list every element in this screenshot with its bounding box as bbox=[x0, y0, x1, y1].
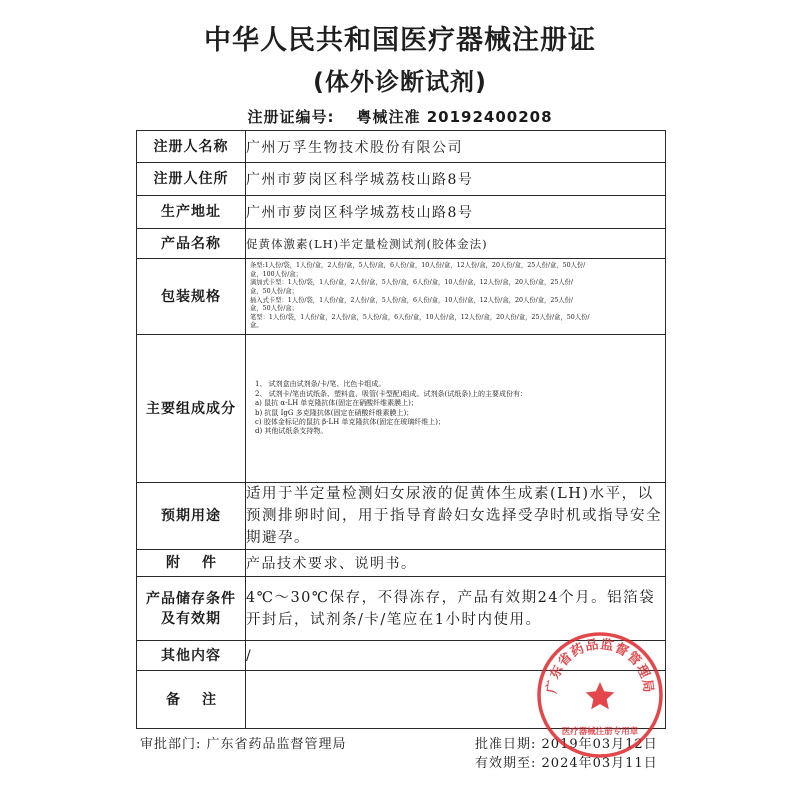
packaging-line: 盒，100人份/盒； bbox=[250, 270, 302, 278]
packaging-line: 盒，50人份/盒； bbox=[250, 287, 298, 295]
expiry-date-value: 2024年03月11日 bbox=[541, 756, 658, 771]
production-address-value: 广州市萝岗区科学城荔枝山路8号 bbox=[246, 196, 666, 229]
composition-line: 2、 试剂卡/笔由试纸条、塑料盒、吸管(卡型配)组成。试剂条(试纸条)上的主要成份有： bbox=[255, 389, 527, 398]
row-production-address bbox=[137, 196, 666, 229]
packaging-value bbox=[246, 259, 666, 335]
row-attachments bbox=[137, 550, 666, 577]
approval-authority bbox=[140, 733, 347, 752]
registrant-address-label: 注册人住所 bbox=[137, 163, 246, 196]
packaging-line: 滴加式卡型：1人份/袋，1人份/盒，2人份/盒，5人份/盒，6人份/盒，10人份/盒，12人份/盒，20人份/盒，25人份/ bbox=[250, 279, 574, 287]
storage-label-line2: 及有效期 bbox=[161, 610, 221, 627]
registrant-name-value: 广州万孚生物技术股份有限公司 bbox=[246, 131, 666, 163]
certificate-subtitle: (体外诊断试剂) bbox=[313, 68, 487, 96]
intended-use-label: 预期用途 bbox=[137, 483, 246, 550]
production-address-label: 生产地址 bbox=[137, 196, 246, 229]
other-value: / bbox=[246, 641, 666, 671]
row-registrant-address bbox=[137, 163, 666, 196]
row-intended-use bbox=[137, 483, 666, 550]
row-other bbox=[137, 641, 666, 671]
registrant-address-value: 广州市萝岗区科学城荔枝山路8号 bbox=[246, 163, 666, 196]
attachments-label bbox=[137, 550, 246, 577]
expiry-date-label: 有效期至: bbox=[475, 756, 537, 771]
attachments-value: 产品技术要求、说明书。 bbox=[246, 550, 666, 577]
attachments-label-text: 附件 bbox=[166, 555, 238, 571]
seal-sub-text: 医疗器械注册专用章 bbox=[561, 727, 639, 737]
packaging-line: 盒。 bbox=[250, 322, 263, 330]
storage-value: 4℃～30℃保存，不得冻存，产品有效期24个月。铝箔袋开封后，试剂条/卡/笔应在1小时内使用。 bbox=[246, 577, 666, 641]
composition-line: c) 胶体金标记的鼠抗 β-LH 单克隆抗体(固定在玻璃纤维上)； bbox=[255, 417, 445, 426]
row-registrant-name bbox=[137, 131, 666, 163]
registrant-name-label: 注册人名称 bbox=[137, 131, 246, 163]
remarks-value bbox=[246, 671, 666, 729]
composition-label: 主要组成成分 bbox=[137, 335, 246, 483]
registration-number-line bbox=[0, 106, 800, 127]
row-storage bbox=[137, 577, 666, 641]
expiry-date bbox=[475, 752, 658, 771]
seal-text: 广东省药品监督管理局 bbox=[544, 637, 656, 695]
packaging-label: 包装规格 bbox=[137, 259, 246, 335]
authority-label: 审批部门: bbox=[140, 737, 202, 752]
storage-label bbox=[137, 577, 246, 641]
packaging-line: 盒，50人份/盒； bbox=[250, 305, 298, 313]
composition-line: d) 其他试纸条支持物。 bbox=[255, 427, 328, 436]
row-packaging bbox=[137, 259, 666, 335]
product-name-value: 促黄体激素(LH)半定量检测试剂(胶体金法) bbox=[246, 229, 666, 259]
registration-number-label: 注册证编号: bbox=[247, 108, 335, 126]
composition-line: a) 鼠抗 α-LH 单克隆抗体(固定在硝酸纤维素膜上)； bbox=[255, 399, 418, 408]
intended-use-value: 适用于半定量检测妇女尿液的促黄体生成素(LH)水平，以预测排卵时间，用于指导育龄妇女选择受孕时机或指导安全期避孕。 bbox=[246, 483, 666, 550]
other-label: 其他内容 bbox=[137, 641, 246, 671]
composition-value bbox=[246, 335, 666, 483]
composition-line: b) 抗鼠 IgG 多克隆抗体(固定在硝酸纤维素膜上)； bbox=[255, 408, 414, 417]
row-composition bbox=[137, 335, 666, 483]
approval-date bbox=[475, 733, 658, 752]
storage-label-line1: 产品储存条件 bbox=[146, 590, 236, 607]
approval-date-label: 批准日期: bbox=[475, 737, 537, 752]
packaging-line: 笔型：1人份/袋，1人份/盒，2人份/盒，5人份/盒，6人份/盒，10人份/盒，12人份/盒，20人份/盒，25人份/盒，50人份/ bbox=[250, 313, 590, 321]
authority-value: 广东省药品监督管理局 bbox=[206, 737, 347, 752]
packaging-line: 插入式卡型：1人份/袋，1人份/盒，2人份/盒，5人份/盒，6人份/盒，10人份/盒，12人份/盒，20人份/盒，25人份/ bbox=[250, 296, 574, 304]
composition-line: 1、 试剂盒由试剂条/卡/笔、比色卡组成。 bbox=[255, 380, 386, 389]
remarks-label bbox=[137, 671, 246, 729]
registration-number-value: 粤械注准 20192400208 bbox=[356, 108, 553, 126]
row-remarks bbox=[137, 671, 666, 729]
certificate-title: 中华人民共和国医疗器械注册证 bbox=[204, 25, 596, 56]
certificate-table bbox=[136, 130, 666, 729]
remarks-label-text: 备注 bbox=[166, 691, 238, 708]
approval-date-value: 2019年03月12日 bbox=[541, 737, 658, 752]
row-product-name bbox=[137, 229, 666, 259]
packaging-line: 条型:1人份/袋，1人份/盒，2人份/盒，5人份/盒，6人份/盒，10人份/盒，12人份/盒，20人份/盒，25人份/盒，50人份/ bbox=[250, 262, 586, 270]
product-name-label: 产品名称 bbox=[137, 229, 246, 259]
